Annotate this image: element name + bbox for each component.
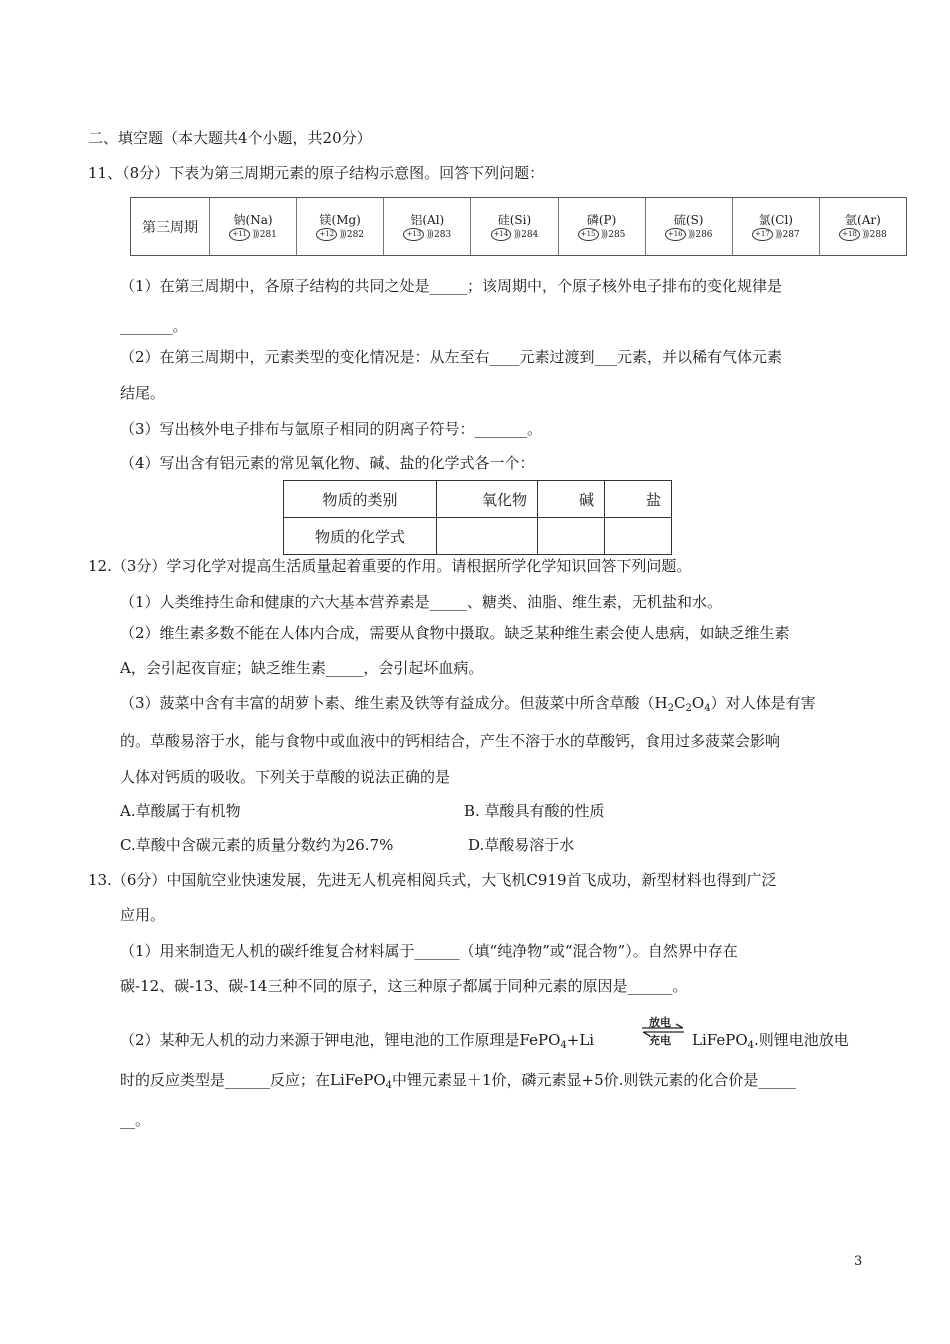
q11-part1-line2: _______。 — [120, 317, 188, 335]
q11-part1-line1: （1）在第三周期中，各原子结构的共同之处是_____；该周期中，个原子核外电子排布的变化规律是 — [120, 277, 783, 295]
shell-arcs-icon: ))) — [426, 228, 432, 240]
atom-diagram — [665, 228, 713, 242]
element-cell — [470, 198, 557, 255]
nucleus: +14 — [491, 228, 512, 241]
subscript: 4 — [385, 1080, 392, 1091]
shell-arcs-icon: ))) — [513, 228, 520, 240]
page-number: 3 — [854, 1254, 863, 1269]
element-name: 铝(Al) — [410, 212, 445, 227]
text-run: 时的反应类型是______反应；在LiFePO — [120, 1071, 386, 1089]
element-cell — [819, 198, 906, 255]
atom-diagram — [839, 228, 887, 242]
shell-electrons: 282 — [346, 229, 365, 240]
table-cell: 物质的化学式 — [284, 518, 437, 555]
period-three-table — [130, 197, 907, 256]
shell-electrons: 287 — [782, 229, 800, 240]
q12-stem: 12.（3分）学习化学对提高生活质量起着重要的作用。请根据所学化学知识回答下列问题。 — [88, 557, 692, 575]
element-cell — [558, 198, 645, 255]
element-name: 硅(Si) — [497, 212, 532, 227]
element-cell — [732, 198, 819, 255]
shell-arcs-icon: ))) — [861, 228, 868, 240]
subscript: 4 — [704, 703, 711, 714]
element-cell — [645, 198, 732, 255]
table-cell: 盐 — [605, 481, 672, 518]
element-cell — [209, 198, 296, 255]
text-run: （2）某种无人机的动力来源于钾电池，锂电池的工作原理是FePO — [120, 1031, 561, 1049]
table-cell: 氧化物 — [437, 481, 538, 518]
charge-label: 充电 — [649, 1034, 671, 1047]
q12-part1: （1）人类维持生命和健康的六大基本营养素是_____、糖类、油脂、维生素，无机盐和水。 — [120, 593, 723, 611]
nucleus: +13 — [403, 228, 424, 241]
table-row — [284, 481, 672, 518]
q13-part1-line2: 碳-12、碳-13、碳-14三种不同的原子，这三种原子都属于同种元素的原因是______。 — [120, 977, 688, 995]
shell-arcs-icon: ))) — [339, 228, 345, 240]
text-run: 中锂元素显＋1价，磷元素显+5价.则铁元素的化合价是_____ — [392, 1071, 796, 1089]
atom-diagram — [491, 228, 539, 242]
shell-electrons: 288 — [869, 229, 887, 240]
q13-part2-line1-end — [692, 1030, 849, 1056]
q13-part2-line3: __。 — [120, 1111, 151, 1129]
nucleus: +11 — [229, 228, 250, 241]
nucleus: +17 — [752, 228, 773, 241]
section-title: 二、填空题（本大题共4个小题，共20分） — [88, 129, 372, 147]
atom-diagram — [578, 228, 626, 242]
q13-part2-line2 — [120, 1070, 796, 1096]
element-name: 磷(P) — [586, 212, 617, 227]
text-run: ）对人体是有害 — [710, 694, 816, 712]
nucleus: +12 — [316, 228, 337, 241]
discharge-label: 放电 — [649, 1016, 671, 1029]
shell-electrons: 285 — [608, 229, 626, 240]
text-run: O — [691, 694, 705, 712]
atom-diagram — [229, 228, 277, 242]
text-run: LiFePO — [692, 1031, 748, 1049]
element-cell — [383, 198, 470, 255]
atom-diagram — [316, 228, 364, 242]
q12-part3-line1 — [120, 693, 816, 719]
answer-cell-base[interactable] — [538, 518, 605, 555]
subscript: 2 — [685, 703, 692, 714]
element-name: 氩(Ar) — [845, 212, 881, 227]
nucleus: +16 — [665, 228, 686, 241]
shell-electrons: 286 — [695, 229, 713, 240]
subscript: 2 — [667, 703, 675, 714]
shell-arcs-icon: ))) — [774, 228, 781, 240]
option-b: B. 草酸具有酸的性质 — [464, 802, 605, 820]
subscript: 4 — [560, 1040, 567, 1051]
answer-cell-oxide[interactable] — [437, 518, 538, 555]
option-d: D.草酸易溶于水 — [468, 836, 575, 854]
q11-stem: 11、（8分）下表为第三周期元素的原子结构示意图。回答下列问题： — [88, 164, 545, 182]
table-cell: 碱 — [538, 481, 605, 518]
reversible-reaction-arrow — [640, 1014, 686, 1046]
shell-electrons: 284 — [521, 229, 539, 240]
element-name: 氯(Cl) — [758, 212, 793, 227]
subscript: 4 — [747, 1040, 754, 1051]
text-run: C — [674, 694, 686, 712]
element-name: 钠(Na) — [233, 212, 273, 227]
nucleus: +18 — [839, 228, 860, 241]
text-run: +Li — [566, 1031, 595, 1049]
option-a: A.草酸属于有机物 — [120, 802, 241, 820]
q12-part2-line1: （2）维生素多数不能在人体内合成，需要从食物中摄取。缺乏某种维生素会使人患病，如缺乏维生素 — [120, 624, 790, 642]
answer-cell-salt[interactable] — [605, 518, 672, 555]
q13-stem-line2: 应用。 — [120, 906, 166, 924]
q13-part1-line1: （1）用来制造无人机的碳纤维复合材料属于______（填“纯净物”或“混合物”）。自然界中存在 — [120, 942, 738, 960]
text-run: .则锂电池放电 — [754, 1031, 849, 1049]
q12-part3-line3: 人体对钙质的吸收。下列关于草酸的说法正确的是 — [120, 768, 451, 786]
shell-electrons: 283 — [433, 229, 452, 240]
atom-diagram — [752, 228, 800, 242]
q12-part3-line2: 的。草酸易溶于水，能与食物中或血液中的钙相结合，产生不溶于水的草酸钙，食用过多菠菜会影响 — [120, 732, 781, 750]
atom-diagram — [403, 228, 451, 242]
q13-part2-line1 — [120, 1030, 594, 1056]
q11-part4: （4）写出含有铝元素的常见氧化物、碱、盐的化学式各一个： — [120, 454, 535, 472]
nucleus: +15 — [578, 228, 599, 241]
q11-part2-line1: （2）在第三周期中，元素类型的变化情况是：从左至右____元素过渡到___元素，并以稀有气体元素 — [120, 348, 783, 366]
shell-arcs-icon: ))) — [252, 228, 258, 240]
q12-part2-line2: A，会引起夜盲症；缺乏维生素_____，会引起坏血病。 — [120, 659, 484, 677]
shell-arcs-icon: ))) — [687, 228, 694, 240]
element-name: 镁(Mg) — [319, 212, 361, 227]
option-c: C.草酸中含碳元素的质量分数约为26.7% — [120, 836, 394, 854]
shell-arcs-icon: ))) — [600, 228, 607, 240]
q13-stem-line1: 13.（6分）中国航空业快速发展，先进无人机亮相阅兵式，大飞机C919首飞成功，新型材料也得到广泛 — [88, 871, 777, 889]
q11-part2-line2: 结尾。 — [120, 384, 166, 402]
compound-table — [283, 480, 672, 555]
text-run: （3）菠菜中含有丰富的胡萝卜素、维生素及铁等有益成分。但菠菜中所含草酸（H — [120, 694, 668, 712]
element-name: 硫(S) — [673, 212, 704, 227]
element-cell — [296, 198, 383, 255]
shell-electrons: 281 — [259, 229, 277, 240]
table-row — [284, 518, 672, 555]
q11-part3: （3）写出核外电子排布与氩原子相同的阴离子符号：_______。 — [120, 420, 543, 438]
table-cell: 物质的类别 — [284, 481, 437, 518]
period-row-label: 第三周期 — [142, 219, 198, 236]
